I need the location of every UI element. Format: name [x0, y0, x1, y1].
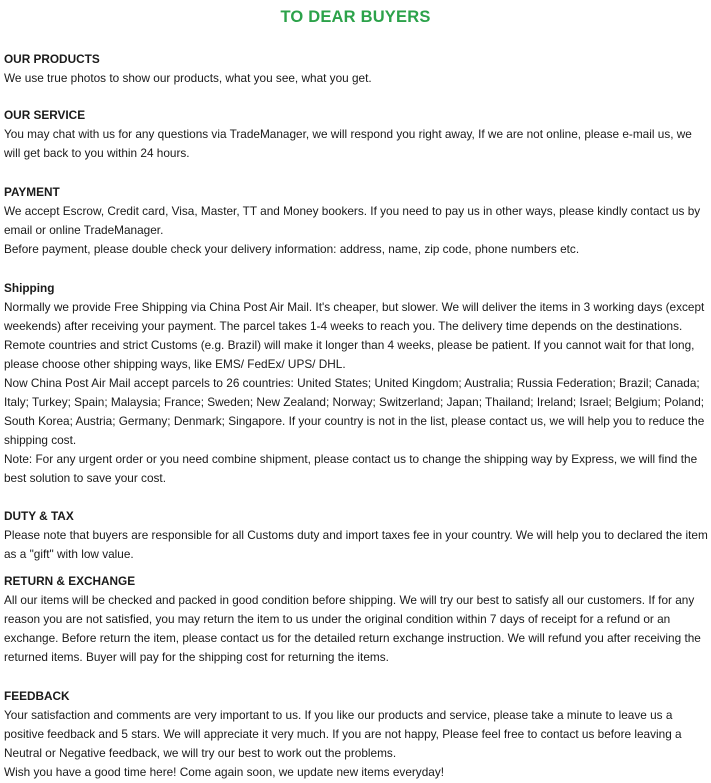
section-paragraph: Wish you have a good time here! Come again soon, we update new items everyday!: [4, 765, 445, 779]
section-heading: DUTY & TAX: [4, 509, 74, 523]
section-feedback: [4, 687, 710, 782]
section-spacer: [4, 163, 710, 183]
section-paragraph: You may chat with us for any questions via TradeManager, we will respond you right away, If we are not online, please e-mail us, we will get back to you within 24 hours.: [4, 127, 692, 160]
section-paragraph: Normally we provide Free Shipping via China Post Air Mail. It's cheaper, but slower. We will deliver the items in 3 working days (except weekends) after receiving your payment. The parcel takes 1-4 weeks to reach you. The delivery time depends on the destinations. Remote countries and strict Customs (e.g. Brazil) will make it longer than 4 weeks, please be patient. If you cannot wait for that long, please choose other shipping ways, like EMS/ FedEx/ UPS/ DHL.: [4, 300, 705, 371]
section-paragraph: Your satisfaction and comments are very important to us. If you like our products and service, please take a minute to leave us a positive feedback and 5 stars. We will appreciate it very much. If you are not happy, Please feel free to contact us before leaving a Neutral or Negative feedback, we will try our best to work out the problems.: [4, 708, 682, 760]
policy-content: [4, 50, 710, 782]
section-heading: PAYMENT: [4, 185, 60, 199]
section-heading: FEEDBACK: [4, 689, 70, 703]
section-heading: OUR SERVICE: [4, 108, 86, 122]
section-paragraph: We use true photos to show our products, what you see, what you get.: [4, 71, 372, 85]
section-heading: OUR PRODUCTS: [4, 52, 100, 66]
section-return-exchange: [4, 572, 710, 667]
page-title: TO DEAR BUYERS: [280, 8, 431, 26]
section-spacer: [4, 488, 710, 507]
section-heading: Shipping: [4, 281, 55, 295]
section-paragraph: All our items will be checked and packed in good condition before shipping. We will try our best to satisfy all our customers. If for any reason you are not satisfied, you may return the item to us under the original condition within 7 days of receipt for a refund or an exchange. Before return the item, please contact us for the detailed return exchange instruction. We will refund you after receiving the returned items. Buyer will pay for the shipping cost for returning the items.: [4, 593, 701, 664]
section-paragraph: Before payment, please double check your delivery information: address, name, zip code, phone numbers etc.: [4, 242, 580, 256]
section-spacer: [4, 667, 710, 687]
section-spacer: [4, 88, 710, 106]
section-paragraph: Note: For any urgent order or you need combine shipment, please contact us to change the shipping way by Express, we will find the best solution to save your cost.: [4, 452, 698, 485]
section-spacer: [4, 564, 710, 572]
section-duty-tax: [4, 507, 710, 564]
section-paragraph: Please note that buyers are responsible for all Customs duty and import taxes fee in your country. We will help you to declared the item as a "gift" with low value.: [4, 528, 708, 561]
section-shipping: [4, 279, 710, 488]
section-paragraph: We accept Escrow, Credit card, Visa, Master, TT and Money bookers. If you need to pay us in other ways, please kindly contact us by email or online TradeManager.: [4, 204, 701, 237]
section-payment: [4, 183, 710, 259]
section-our-service: [4, 106, 710, 163]
section-spacer: [4, 259, 710, 279]
section-heading: RETURN & EXCHANGE: [4, 574, 136, 588]
section-paragraph: Now China Post Air Mail accept parcels to 26 countries: United States; United Kingdom; Australia; Russia Federation; Brazil; Canada; Italy; Turkey; Spain; Malaysia; France; Sweden; New Zealand; Norway; Switzerland; Japan; Thailand; Ireland; Israel; Belgium; Poland; South Korea; Austria; Germany; Denmark; Singapore. If your country is not in the list, please contact us, we will help you to reduce the shipping cost.: [4, 376, 705, 447]
section-our-products: [4, 50, 710, 88]
